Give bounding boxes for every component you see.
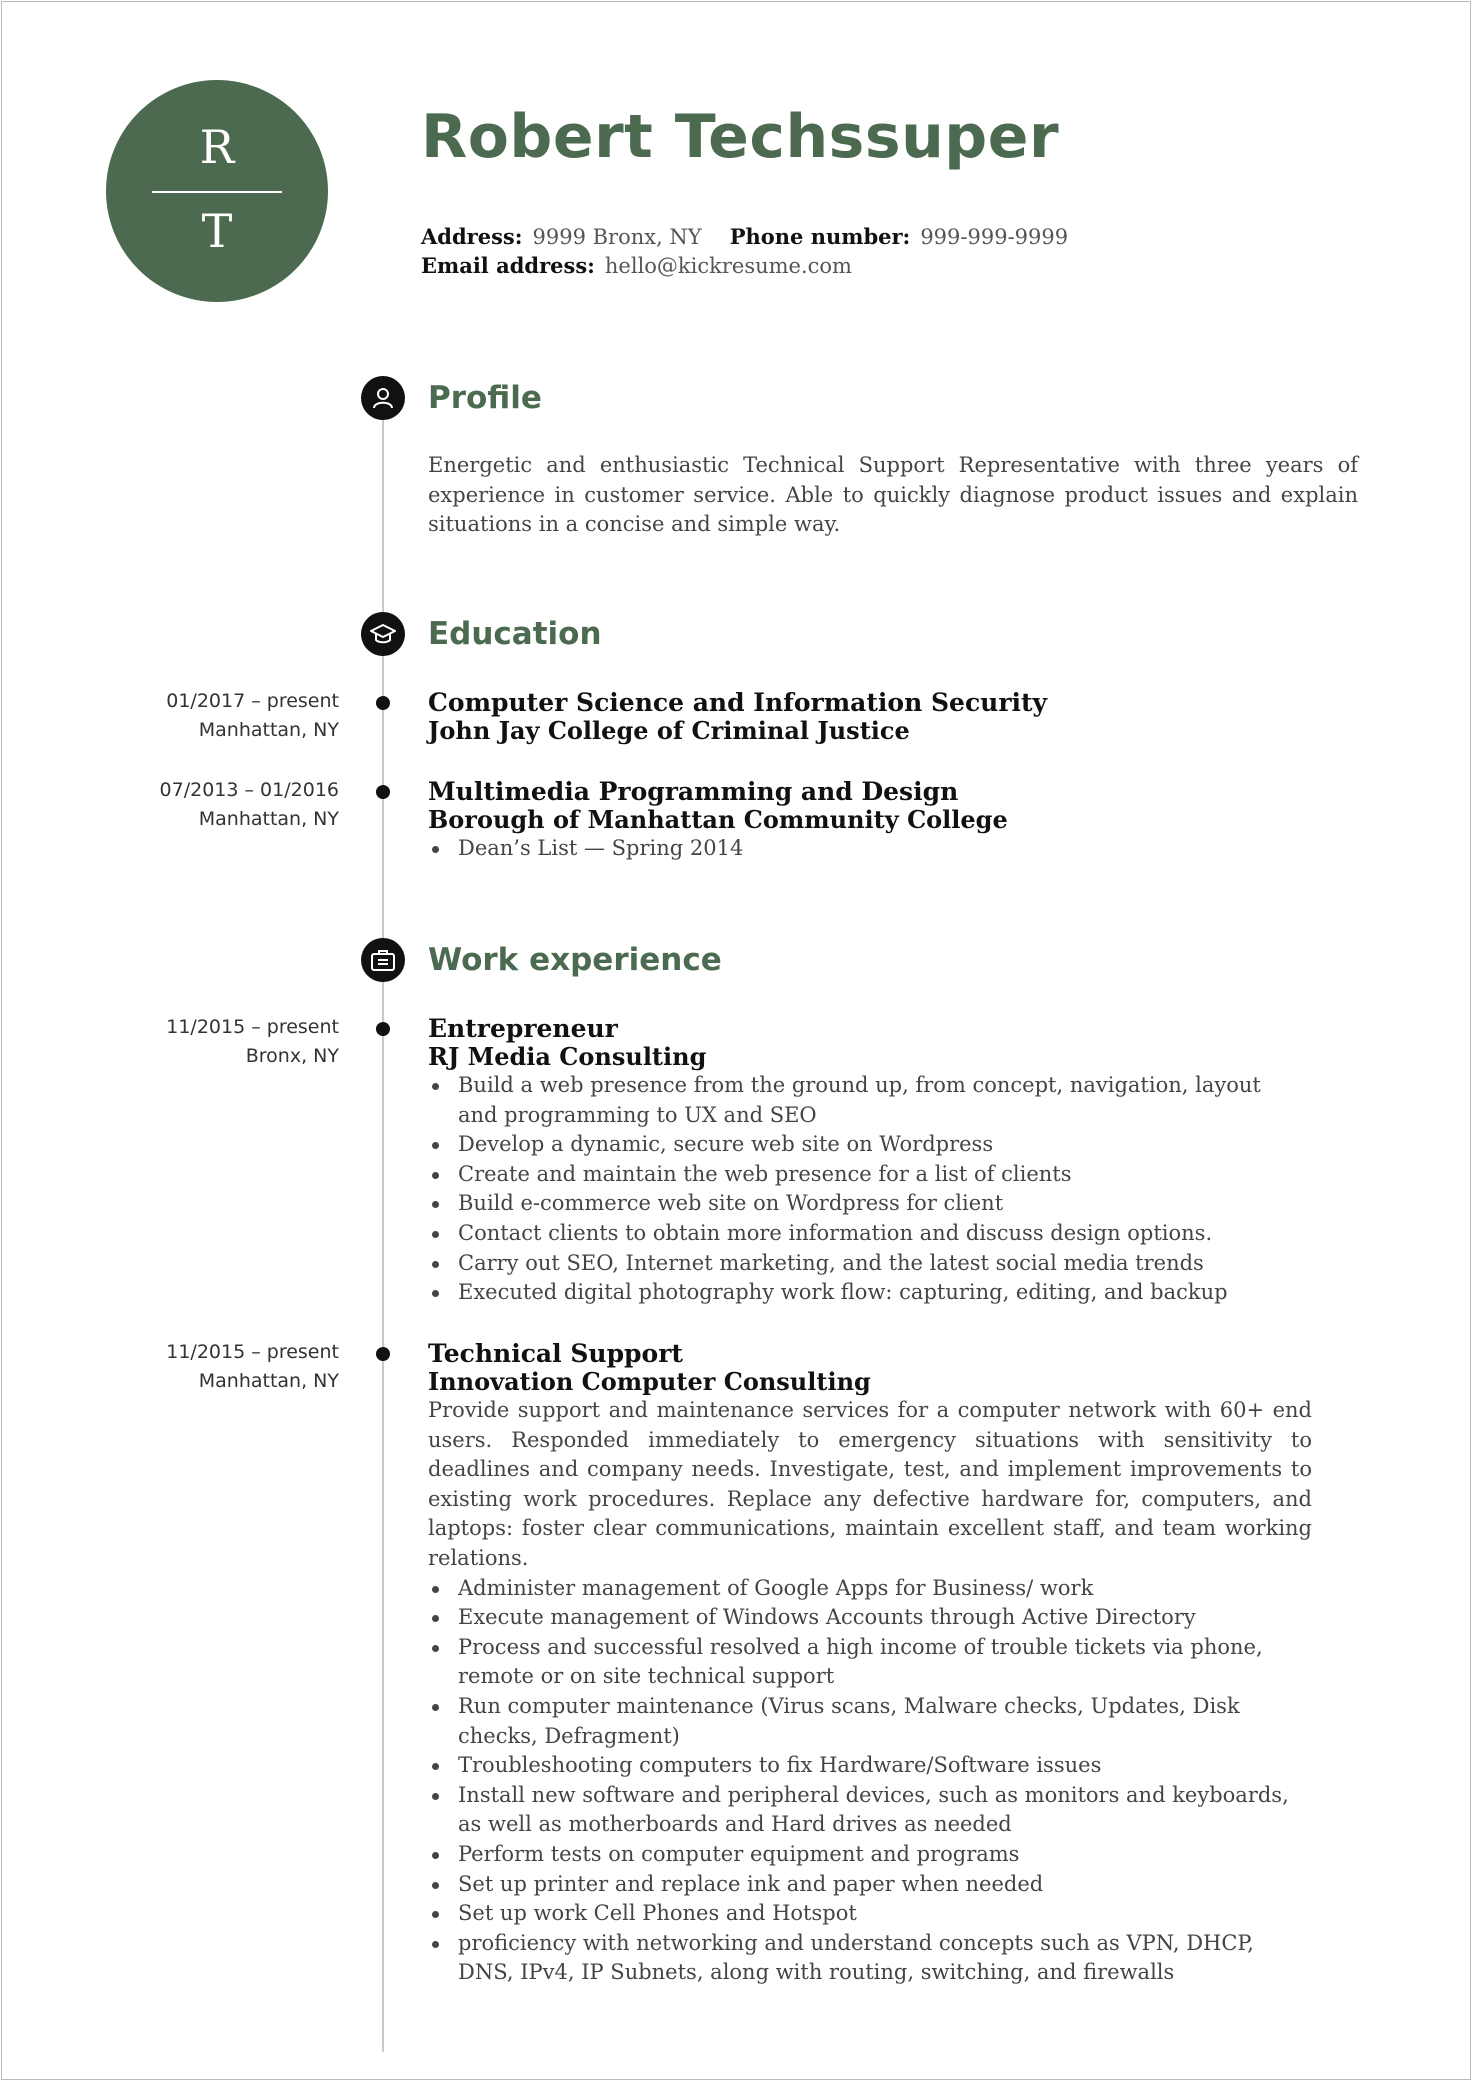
briefcase-icon — [361, 938, 405, 982]
education-2-degree: Multimedia Programming and Design — [428, 777, 959, 806]
timeline-dot — [376, 1347, 390, 1361]
section-title-profile: Profile — [428, 380, 542, 416]
section-title-education: Education — [428, 616, 602, 652]
education-2-location: Manhattan, NY — [198, 808, 339, 830]
list-item: Troubleshooting computers to fix Hardware/Software issues — [428, 1751, 1298, 1781]
work-1-company: RJ Media Consulting — [428, 1042, 707, 1071]
work-entry-2 — [428, 1339, 1312, 1988]
work-1-location: Bronx, NY — [245, 1045, 339, 1067]
monogram-divider — [152, 191, 282, 193]
education-1-degree: Computer Science and Information Security — [428, 688, 1048, 717]
monogram-first-initial: R — [199, 120, 235, 174]
education-2-bullets — [428, 834, 1358, 864]
work-1-meta — [109, 1013, 339, 1071]
profile-section — [428, 451, 1358, 540]
list-item: Set up printer and replace ink and paper when needed — [428, 1870, 1298, 1900]
work-entry-1 — [428, 1014, 1358, 1308]
education-entry-1 — [428, 688, 1358, 745]
list-item: Execute management of Windows Accounts through Active Directory — [428, 1603, 1298, 1633]
education-1-location: Manhattan, NY — [198, 719, 339, 741]
email-label: Email address: — [421, 253, 595, 278]
work-2-company: Innovation Computer Consulting — [428, 1367, 871, 1396]
list-item: Process and successful resolved a high income of trouble tickets via phone, remote or on site technical support — [428, 1633, 1298, 1692]
list-item: Run computer maintenance (Virus scans, Malware checks, Updates, Disk checks, Defragment) — [428, 1692, 1298, 1751]
list-item: Dean’s List — Spring 2014 — [428, 834, 1358, 864]
work-1-bullets — [428, 1071, 1298, 1308]
list-item: Build a web presence from the ground up, from concept, navigation, layout and programming to UX and SEO — [428, 1071, 1298, 1130]
profile-summary: Energetic and enthusiastic Technical Support Representative with three years of experience in customer service. Able to quickly diagnose product issues and explain situations in a concise and simple way. — [428, 453, 1358, 537]
list-item: Perform tests on computer equipment and programs — [428, 1840, 1298, 1870]
contact-line-2 — [421, 252, 852, 280]
list-item: Executed digital photography work flow: capturing, editing, and backup — [428, 1278, 1298, 1308]
education-2-dates: 07/2013 – 01/2016 — [159, 779, 339, 801]
list-item: Carry out SEO, Internet marketing, and the latest social media trends — [428, 1249, 1298, 1279]
list-item: Install new software and peripheral devices, such as monitors and keyboards, as well as motherboards and Hard drives as needed — [428, 1781, 1298, 1840]
work-2-role: Technical Support — [428, 1339, 683, 1368]
work-2-bullets — [428, 1574, 1298, 1988]
monogram-avatar — [106, 80, 328, 302]
work-1-dates: 11/2015 – present — [166, 1016, 339, 1038]
phone-value: 999-999-9999 — [920, 225, 1069, 249]
education-1-dates: 01/2017 – present — [166, 690, 339, 712]
work-2-meta — [109, 1338, 339, 1396]
address-label: Address: — [421, 224, 523, 249]
candidate-name: Robert Techssuper — [421, 102, 1060, 172]
contact-line-1 — [421, 223, 1068, 251]
education-entry-2 — [428, 777, 1358, 864]
person-icon — [361, 376, 405, 420]
work-1-role: Entrepreneur — [428, 1014, 618, 1043]
list-item: Set up work Cell Phones and Hotspot — [428, 1899, 1298, 1929]
education-2-meta — [109, 776, 339, 834]
work-2-summary: Provide support and maintenance services for a computer network with 60+ end users. Responded immediately to emergency situations with sensitivity to deadlines and company needs. Investigate, test, and implement improvements to existing work procedures. Replace any defective hardware for, computers, and laptops: foster clear communications, maintain excellent staff, and team working relations. — [428, 1398, 1312, 1570]
list-item: Administer management of Google Apps for Business/ work — [428, 1574, 1298, 1604]
monogram-last-initial: T — [201, 204, 233, 258]
timeline-dot — [376, 785, 390, 799]
list-item: Develop a dynamic, secure web site on Wordpress — [428, 1130, 1298, 1160]
list-item: Contact clients to obtain more information and discuss design options. — [428, 1219, 1298, 1249]
section-title-work-experience: Work experience — [428, 942, 722, 978]
work-2-dates: 11/2015 – present — [166, 1341, 339, 1363]
education-1-meta — [109, 687, 339, 745]
email-value[interactable]: hello@kickresume.com — [604, 254, 852, 278]
list-item: proficiency with networking and understand concepts such as VPN, DHCP, DNS, IPv4, IP Subnets, along with routing, switching, and firewalls — [428, 1929, 1298, 1988]
graduation-cap-icon — [361, 612, 405, 656]
phone-label: Phone number: — [729, 224, 911, 249]
work-2-location: Manhattan, NY — [198, 1370, 339, 1392]
address-value: 9999 Bronx, NY — [532, 225, 702, 249]
timeline-dot — [376, 1022, 390, 1036]
timeline-dot — [376, 696, 390, 710]
education-2-school: Borough of Manhattan Community College — [428, 805, 1008, 834]
list-item: Create and maintain the web presence for a list of clients — [428, 1160, 1298, 1190]
education-1-school: John Jay College of Criminal Justice — [428, 716, 910, 745]
list-item: Build e-commerce web site on Wordpress for client — [428, 1189, 1298, 1219]
